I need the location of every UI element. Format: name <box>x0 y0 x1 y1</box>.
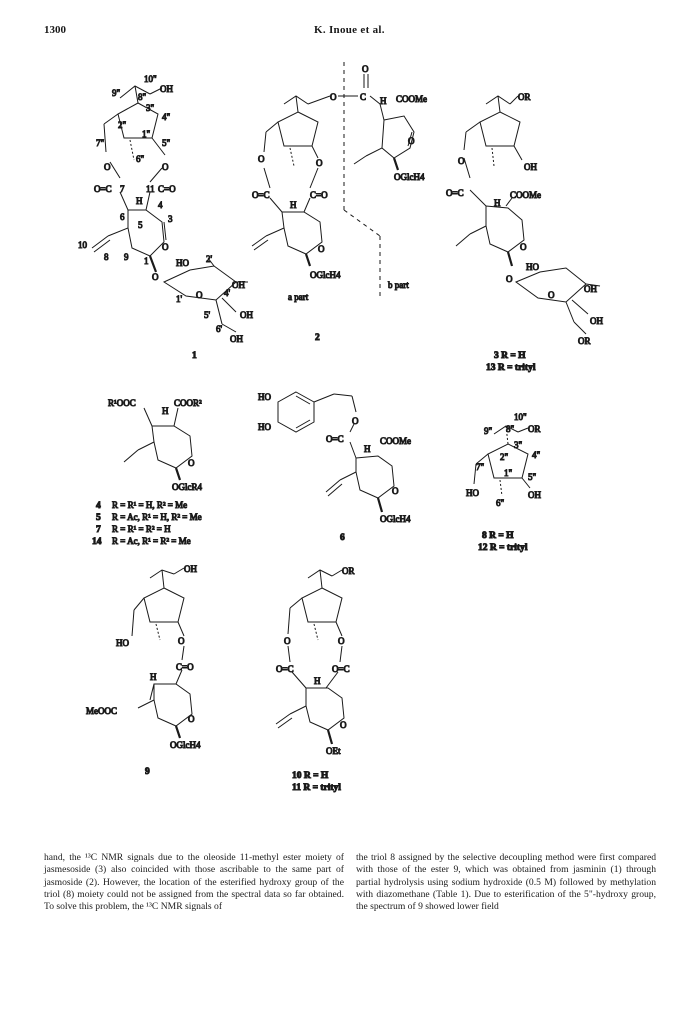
c2-oc-left: O=C <box>252 190 270 200</box>
c10-oet: OEt <box>326 746 341 756</box>
c1-atom-8pp: 8" <box>138 92 147 102</box>
c2-h2: H <box>290 200 297 210</box>
c2-c-top: C <box>360 92 367 102</box>
c3-ho: HO <box>526 262 539 272</box>
c1-oh3: OH <box>230 334 243 344</box>
c10-number-2: 11 R = trityl <box>292 783 341 793</box>
c1-atom-5: 5 <box>138 220 143 230</box>
c3-or2: OR <box>578 336 591 346</box>
c2-part-b: b part <box>388 280 409 290</box>
c1-atom-4pp: 4" <box>162 112 171 122</box>
c6-h: H <box>364 444 371 454</box>
c1-atom-7: 7 <box>120 184 125 194</box>
c3-oh: OH <box>524 162 537 172</box>
c2-oglc1: OGlcH4 <box>394 172 425 182</box>
c3-oc: O=C <box>446 188 464 198</box>
c8-oh: OH <box>528 490 541 500</box>
c8-atom-5pp: 5" <box>528 472 537 482</box>
c1-atom-4: 4 <box>158 200 163 210</box>
c6-oc: O=C <box>326 434 344 444</box>
compound-10-structure <box>276 570 344 744</box>
c1-atom-7pp: 7" <box>96 138 105 148</box>
c1-atom-1p: 1' <box>176 294 183 304</box>
c1-number: 1 <box>192 351 197 361</box>
c1-atom-10pp: 10" <box>144 74 157 84</box>
c1-o-glc: O <box>152 272 159 282</box>
c1-atom-3pp: 3" <box>146 103 155 113</box>
c1-atom-2pp: 2" <box>118 120 127 130</box>
c6-o-ring: O <box>392 486 399 496</box>
c8-ho: HO <box>466 488 479 498</box>
c2-h1: H <box>380 96 387 106</box>
c9-co: C=O <box>176 662 194 672</box>
c2-o-right: O <box>316 158 323 168</box>
compound-9-structure <box>132 568 192 738</box>
c10-co: O=C <box>332 664 350 674</box>
c3-number-2: 13 R = trityl <box>486 363 536 373</box>
c4-o-ring: O <box>188 458 195 468</box>
c2-oglc2: OGlcH4 <box>310 270 341 280</box>
c10-number-1: 10 R = H <box>292 771 329 781</box>
c9-oglc: OGlcH4 <box>170 740 201 750</box>
c1-atom-3: 3 <box>168 214 173 224</box>
c1-o-left: O <box>104 162 111 172</box>
c1-atom-2p: 2' <box>206 254 213 264</box>
c4-legend-text-3: R = Ac, R¹ = R² = Me <box>112 536 191 546</box>
c1-o-ring: O <box>162 242 169 252</box>
c1-atom-6: 6 <box>120 212 125 222</box>
c2-number: 2 <box>315 333 320 343</box>
c1-atom-6p: 6' <box>216 324 223 334</box>
c1-oh1: OH <box>232 280 245 290</box>
c4-h: H <box>162 406 169 416</box>
c1-atom-4p: 4' <box>224 288 231 298</box>
c1-o-right: O <box>162 162 169 172</box>
c1-atom-1pp: 1" <box>142 129 151 139</box>
running-head: K. Inoue et al. <box>314 24 385 36</box>
c4-legend-text-0: R = R¹ = H, R² = Me <box>112 500 188 510</box>
c1-co-right: C=O <box>158 184 176 194</box>
c1-oh-top: OH <box>160 84 173 94</box>
c8-atom-7pp: 7" <box>476 462 485 472</box>
c4-oglcr4: OGlcR4 <box>172 482 202 492</box>
compound-4-structure <box>124 408 192 480</box>
c3-o-sugar: O <box>548 290 555 300</box>
c10-h: H <box>314 676 321 686</box>
c3-or: OR <box>518 92 531 102</box>
c9-h: H <box>150 672 157 682</box>
c2-co-right: C=O <box>310 190 328 200</box>
c8-number-2: 12 R = trityl <box>478 543 528 553</box>
c4-legend-num-3: 14 <box>92 537 102 547</box>
c3-coome: COOMe <box>510 190 541 200</box>
c6-o1: O <box>352 416 359 426</box>
c1-o-sugar: O <box>196 290 203 300</box>
c8-atom-2pp: 2" <box>500 452 509 462</box>
c4-r1ooc: R¹OOC <box>108 398 136 408</box>
c4-legend-num-2: 7 <box>96 525 101 535</box>
c8-atom-9pp: 9" <box>484 426 493 436</box>
body-text-right-column: the triol 8 assigned by the selective decoupling method were first compared with those of the ester 9, which was obtained from jasminin (1) through partial hydrolysis using sodium hydroxide (0.5 M) followed by methylation with diazomethane (Table 1). Due to esterification of the 5"-hydroxy group, the spectrum of 9 showed lower field <box>356 852 656 913</box>
c2-o-ring2: O <box>318 244 325 254</box>
compound-3-structure <box>456 96 600 334</box>
body-text-left-column: hand, the ¹³C NMR signals due to the oleoside 11-methyl ester moiety of jasmesoside (3) also coincided with those ascribable to the same part of jasmoside (2). However, the location of the esterified hydroxy group of the triol (8) moiety could not be assigned from the spectral data so far obtained. To solve this problem, the ¹³C NMR signals of <box>44 852 344 913</box>
c8-atom-6pp: 6" <box>496 498 505 508</box>
c4-coor2: COOR² <box>174 398 202 408</box>
c9-meooc: MeOOC <box>86 706 117 716</box>
c1-ho: HO <box>176 258 189 268</box>
c6-ho1: HO <box>258 392 271 402</box>
c6-ho2: HO <box>258 422 271 432</box>
c2-coome: COOMe <box>396 94 427 104</box>
c8-atom-3pp: 3" <box>514 440 523 450</box>
c8-atom-4pp: 4" <box>532 450 541 460</box>
c1-atom-8: 8 <box>104 252 109 262</box>
c3-number-1: 3 R = H <box>494 351 526 361</box>
compound-6-structure <box>278 392 394 512</box>
c8-atom-1pp: 1" <box>504 468 513 478</box>
c8-or: OR <box>528 424 541 434</box>
c1-atom-5pp: 5" <box>162 138 171 148</box>
c9-o1: O <box>178 636 185 646</box>
c2-o-ring1: O <box>408 136 415 146</box>
c10-oc: O=C <box>276 664 294 674</box>
c9-oh: OH <box>184 564 197 574</box>
c3-o-ring: O <box>520 242 527 252</box>
c1-atom-6pp: 6" <box>136 154 145 164</box>
page-number: 1300 <box>44 24 66 36</box>
c3-oh2: OH <box>590 316 603 326</box>
c9-o-ring: O <box>188 714 195 724</box>
c8-number-1: 8 R = H <box>482 531 514 541</box>
c4-legend-text-2: R = R¹ = R² = H <box>112 524 171 534</box>
c4-legend-text-1: R = Ac, R¹ = H, R² = Me <box>112 512 202 522</box>
c1-atom-1: 1 <box>144 256 149 266</box>
c3-oh1: OH <box>584 284 597 294</box>
c2-part-a: a part <box>288 292 309 302</box>
c1-oc-left: O=C <box>94 184 112 194</box>
c10-o-ring: O <box>340 720 347 730</box>
c6-coome: COOMe <box>380 436 411 446</box>
c1-atom-9pp: 9" <box>112 88 121 98</box>
c4-legend-num-1: 5 <box>96 513 101 523</box>
c8-atom-10pp: 10" <box>514 412 527 422</box>
c10-o1: O <box>284 636 291 646</box>
c2-o-top: O <box>330 92 337 102</box>
c3-o-glc: O <box>506 274 513 284</box>
c2-o-dbl: O <box>362 64 369 74</box>
c1-atom-5p: 5' <box>204 310 211 320</box>
c1-oh2: OH <box>240 310 253 320</box>
c10-o2: O <box>338 636 345 646</box>
c4-legend-num-0: 4 <box>96 501 101 511</box>
c6-number: 6 <box>340 533 345 543</box>
c9-number: 9 <box>145 767 150 777</box>
c1-atom-11: 11 <box>146 184 155 194</box>
c10-or: OR <box>342 566 355 576</box>
c1-atom-9: 9 <box>124 252 129 262</box>
c2-o-left: O <box>258 154 265 164</box>
c8-atom-8pp: 8" <box>506 424 515 434</box>
c3-o1: O <box>458 156 465 166</box>
c9-ho: HO <box>116 638 129 648</box>
c1-h: H <box>136 196 143 206</box>
c6-oglc: OGlcH4 <box>380 514 411 524</box>
c1-atom-10: 10 <box>78 240 87 250</box>
c3-h: H <box>494 198 501 208</box>
